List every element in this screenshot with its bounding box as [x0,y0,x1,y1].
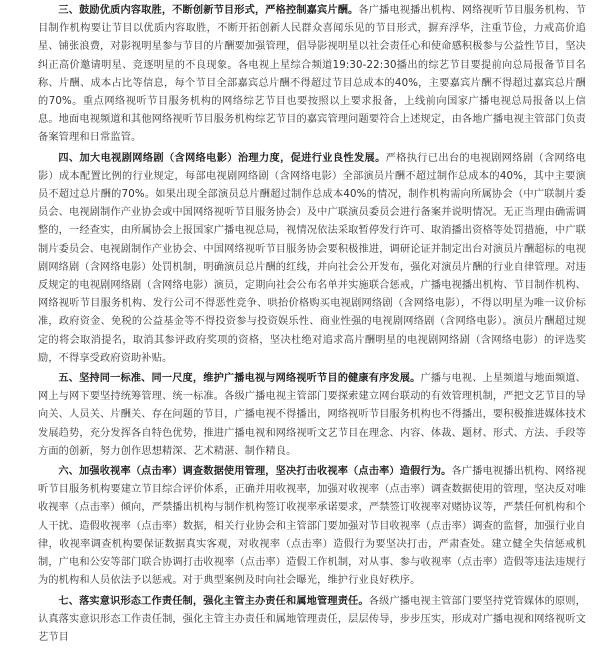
section-3-text: 各广播电视播出机构、网络视听节目服务机构、节目制作机构要让节目以优质内容取胜，不断开拓创新人民群众喜闻乐见的节目形式，摒弃浮华，注重节俭，力戒高价追星、铺张浪费，对影视明星参与节目的片酬要加强管理，倡导影视明星以社会责任心和使命感积极参与公益性节目，坚决纠正高价邀请明星、竞逐明星的不良现象。各电视上星综合频道19:30-22:30播出的综艺节目要提前向总局报备节目名称、片酬、成本占比等信息，每个节目全部嘉宾总片酬不得超过节目总成本的40%，主要嘉宾片酬不得超过嘉宾总片酬的70%。重点网络视听节目服务机构的网络综艺节目也要按照以上要求报备，上线前向国家广播电视总局报备以上信息。地面电视频道和其他网络视听节目服务机构综艺节目的嘉宾管理问题要符合上述规定，由各地广播电视主管部门负责备案管理和日常监管。 [38,5,586,144]
section-6-heading: 六、加强收视率（点击率）调查数据使用管理，坚决打击收视率（点击率）造假行为。 [58,466,452,478]
document-body [38,2,586,649]
section-4-text: 严格执行已出台的电视剧网络剧（含网络电影）成本配置比例的行业规定，每部电视剧网络剧（含网络电影）全部演员片酬不超过制作总成本的40%，其中主要演员不超过总片酬的70%。如果出现全部演员总片酬超过制作总成本40%的情况，制作机构需向所属协会（中广联制片委员会、电视剧制作产业协会或中国网络视听节目服务协会）及中广联演员委员会进行备案并说明情况。无正当理由确需调整的，一经查实，由所属协会上报国家广播电视总局，视情况依法采取暂停发行许可、取消播出资格等处罚措施，中广联制片委员会、电视剧制作产业协会、中国网络视听节目服务协会要积极推进，调研论证并制定出台对演员片酬超标的电视剧网络剧（含网络电影）处罚机制，明确演员总片酬的红线，并向社会公开发布，强化对演员片酬的行业自律管理。对违反规定的电视剧网络剧（含网络电影）演员，定期向社会公布名单并实施联合惩戒，广播电视播出机构、节目制作机构、网络视听节目服务机构、发行公司不得恶性竞争、哄抬价格购买电视剧网络剧（含网络电影），不得以明星为唯一议价标准，政府资金、免税的公益基金等不得投资参与投资娱乐性、商业性强的电视剧网络剧（含网络电影）。演员片酬超过规定的将会取消提名，取消其参评政府奖项的资格，坚决杜绝对追求高片酬明星的电视剧网络剧（含网络电影）的评选奖励，不得享受政府资助补贴。 [38,152,586,364]
paragraph-section-4 [38,150,586,368]
paragraph-section-5 [38,370,586,461]
section-7-text: 各级广播电视主管部门要坚持党管媒体的原则，认真落实意识形态工作责任制，强化主管主办责任和属地管理责任，层层传导，步步压实，形成对广播电视和网络视听文艺节目 [38,595,586,643]
section-5-text: 广播与电视、上星频道与地面频道、网上与网下要坚持统筹管理、统一标准。各级广播电视主管部门要探索建立网台联动的有效管理机制，严把文艺节目的导向关、人员关、片酬关、存在问题的节目，广播电视不得播出，网络视听节目服务机构也不得播出，要积极推进媒体技术发展趋势，充分发挥各自特色优势，推进广播电视和网络视听文艺节目在理念、内容、体裁、题材、形式、方法、手段等方面的创新，努力创作思想精深、艺术精湛、制作精良。 [38,373,586,457]
section-5-heading: 五、坚持同一标准、同一尺度，维护广播电视与网络视听节目的健康有序发展。 [58,373,421,385]
paragraph-section-7 [38,593,586,648]
section-7-heading: 七、落实意识形态工作责任制，强化主管主办责任和属地管理责任。 [58,595,369,607]
section-6-text: 各广播电视播出机构、网络视听节目服务机构要建立节目综合评价体系，正确并用收视率，加强对收视率（点击率）调查数据使用的管理，坚决反对唯收视率（点击率）倾向，严禁播出机构与制作机构签订收视率承诺要求，严禁签订收视率对赌协议等，严禁任何机构和个人干扰、造假收视率（点击率）数据，相关行业协会和主管部门要加强对节目收视率（点击率）调查的监督，加强行业自律，收视率调查机构要保证数据真实客观，对收视率（点击率）造假行为要坚决打击，严肃查处。建立健全失信惩戒机制，广电和公安等部门联合协调打击收视率（点击率）造假工作机制，对从事、参与收视率（点击率）造假等违法违规行为的机构和人员依法予以惩戒。对于典型案例及时向社会曝光，维护行业良好秩序。 [38,466,586,587]
paragraph-section-3 [38,2,586,148]
paragraph-section-6 [38,463,586,590]
section-4-heading: 四、加大电视剧网络剧（含网络电影）治理力度，促进行业良性发展。 [58,152,386,164]
section-3-heading: 三、鼓励优质内容取胜，不断创新节目形式，严格控制嘉宾片酬。 [58,5,359,16]
